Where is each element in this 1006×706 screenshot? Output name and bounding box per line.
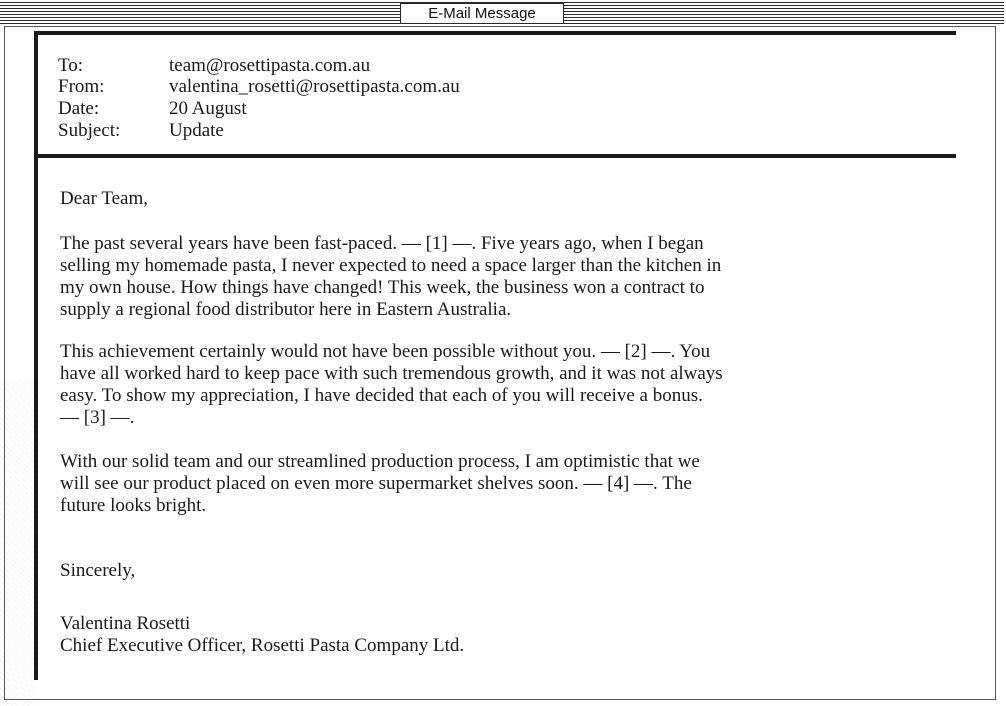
signature-title: Chief Executive Officer, Rosetti Pasta Company Ltd. xyxy=(60,635,465,656)
from-value: valentina_rosetti@rosettipasta.com.au xyxy=(169,76,460,97)
paragraph-3-line: future looks bright. xyxy=(60,495,207,516)
paragraph-3-line: With our solid team and our streamlined production process, I am optimistic that we xyxy=(60,451,700,472)
date-value: 20 August xyxy=(169,98,247,119)
paragraph-1-line: my own house. How things have changed! This week, the business won a contract to xyxy=(60,277,705,298)
date-row xyxy=(58,98,247,120)
greeting: Dear Team, xyxy=(60,188,148,209)
paragraph-1 xyxy=(60,233,920,321)
to-row xyxy=(58,55,370,77)
closing: Sincerely, xyxy=(60,560,136,581)
paragraph-1-line: selling my homemade pasta, I never expected to need a space larger than the kitchen in xyxy=(60,255,722,276)
paragraph-3 xyxy=(60,451,920,517)
subject-value: Update xyxy=(169,120,224,141)
from-label: From: xyxy=(58,76,105,97)
paragraph-3-line: will see our product placed on even more supermarket shelves soon. — [4] —. The xyxy=(60,473,692,494)
from-row xyxy=(58,76,460,98)
paragraph-2 xyxy=(60,341,920,429)
paragraph-2-line: — [3] —. xyxy=(60,407,135,428)
paragraph-1-line: The past several years have been fast-paced. — [1] —. Five years ago, when I began xyxy=(60,233,704,254)
subject-row xyxy=(58,120,224,142)
message-body xyxy=(34,154,956,680)
to-value: team@rosettipasta.com.au xyxy=(169,55,371,76)
subject-label: Subject: xyxy=(58,120,121,141)
paragraph-2-line: have all worked hard to keep pace with such tremendous growth, and it was not always xyxy=(60,363,723,384)
scan-noise xyxy=(0,380,34,706)
paragraph-2-line: easy. To show my appreciation, I have decided that each of you will receive a bonus. xyxy=(60,385,703,406)
signature-name: Valentina Rosetti xyxy=(60,613,191,634)
paragraph-1-line: supply a regional food distributor here in Eastern Australia. xyxy=(60,299,512,320)
to-label: To: xyxy=(58,55,84,76)
paragraph-2-line: This achievement certainly would not have been possible without you. — [2] —. You xyxy=(60,341,711,362)
message-header xyxy=(34,31,956,155)
window-title: E-Mail Message xyxy=(400,3,564,23)
date-label: Date: xyxy=(58,98,100,119)
